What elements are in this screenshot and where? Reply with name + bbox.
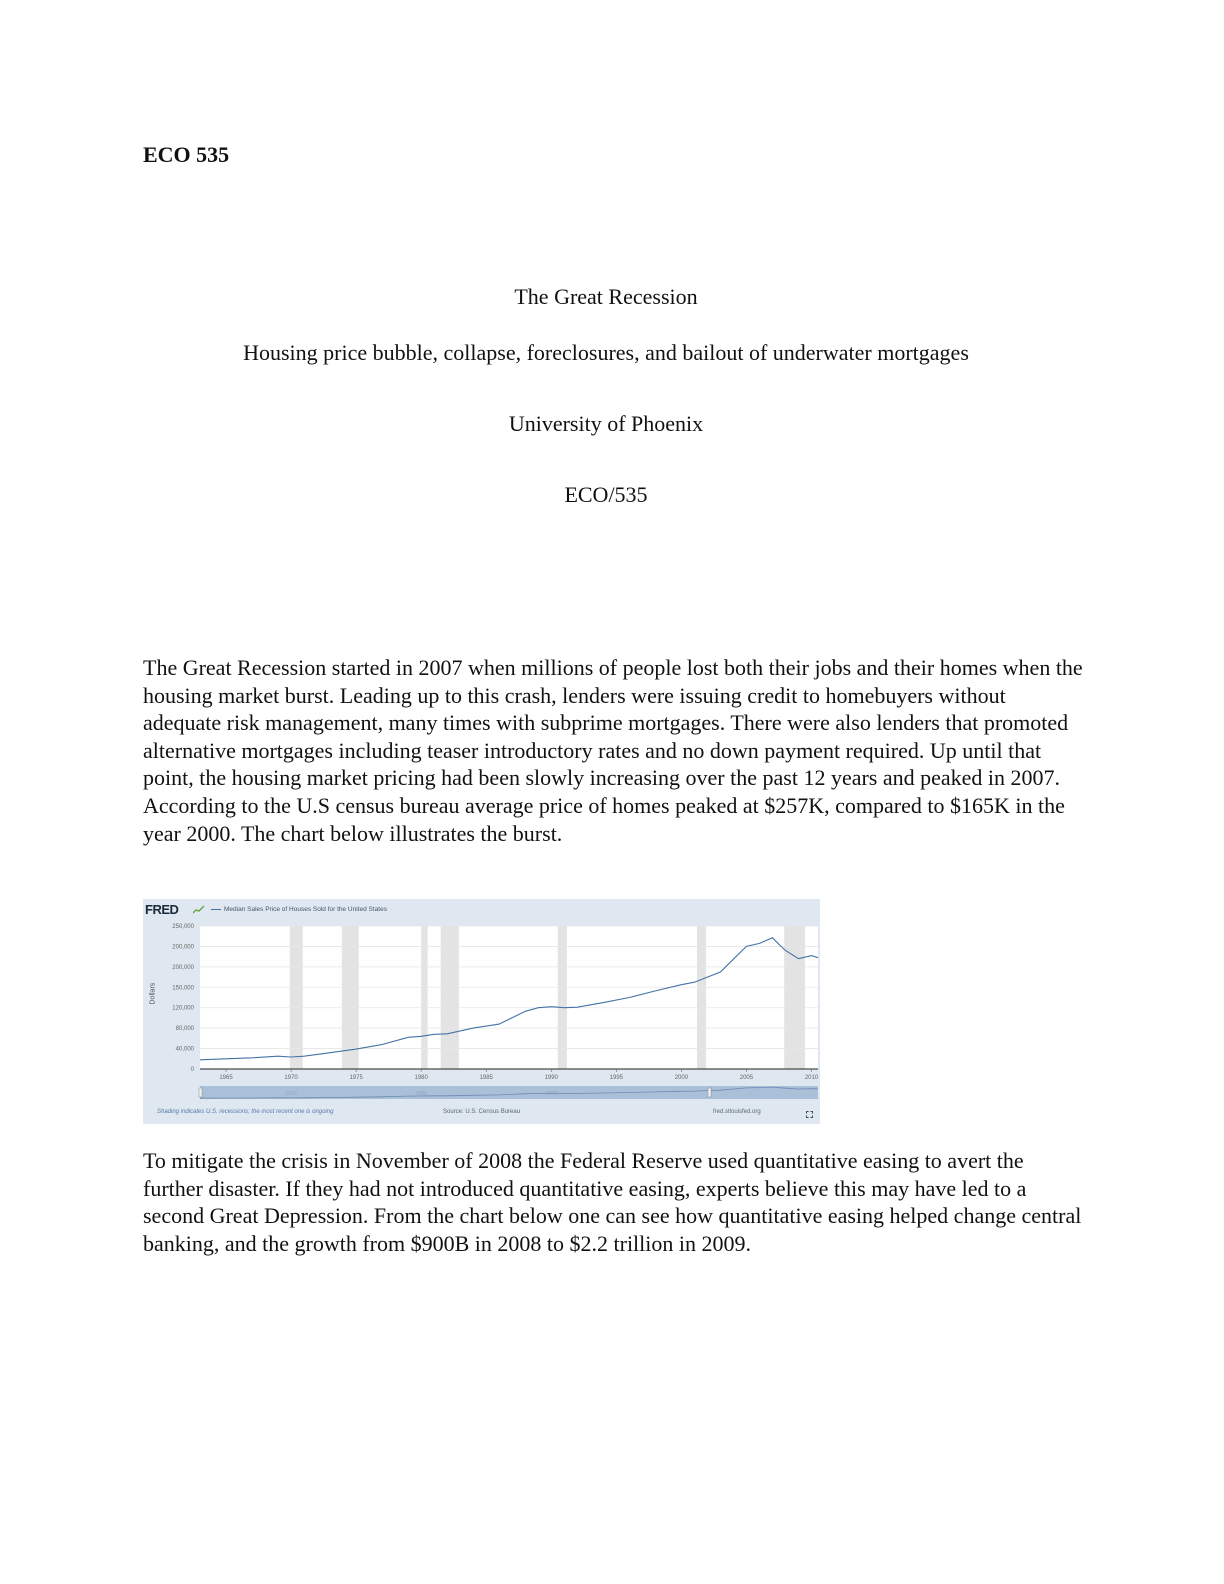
x-tick-label-6: 1995 [609,1075,624,1081]
y-tick-label-0: 250,000 [172,924,194,930]
y-tick-label-2: 200,000 [172,964,194,971]
paper-subtitle: Housing price bubble, collapse, foreclosures, and bailout of underwater mortgages [243,340,969,365]
body-paragraph-2: To mitigate the crisis in November of 2008 the Federal Reserve used quantitative easing to avert the further disaster. If they had not introduced quantitative easing, experts believe this may have led to a second Great Depression. From the chart below one can see how quantitative easing helped change central banking, and the growth from $900B in 2008 to $2.2 trillion in 2009. [143,1148,1082,1256]
y-tick-label-1: 200,000 [172,944,194,951]
course-code: ECO/535 [564,482,648,507]
x-tick-label-9: 2010 [804,1075,819,1081]
x-tick-label-1: 1970 [284,1075,298,1081]
x-tick-label-7: 2000 [674,1075,689,1081]
paper-title: The Great Recession [514,284,698,309]
y-tick-label-7: 0 [190,1067,194,1073]
source-note: Source: U.S. Census Bureau [443,1109,521,1115]
legend-series-name: Median Sales Price of Houses Sold for the United States [224,906,387,913]
fred-logo: FRED [145,902,179,917]
navigator-label-1: 1980 [415,1091,427,1097]
y-tick-label-3: 150,000 [172,985,194,992]
navigator-handle-right [708,1088,711,1097]
y-tick-label-5: 80,000 [175,1026,194,1033]
recession-band-3 [441,926,459,1069]
plot-area [143,899,820,1109]
y-tick-label-4: 120,000 [172,1005,194,1012]
x-tick-label-0: 1965 [219,1075,233,1081]
recession-band-2 [421,926,428,1069]
navigator-label-0: 1970 [285,1091,297,1097]
recession-band-0 [290,926,303,1069]
x-tick-label-8: 2005 [739,1075,754,1081]
fullscreen-icon[interactable] [806,1111,813,1118]
fred-chart [143,899,820,1124]
y-axis-label: Dollars [149,982,157,1005]
recession-band-5 [697,926,706,1069]
x-tick-label-3: 1980 [414,1075,428,1081]
navigator-label-2: 1990 [545,1091,557,1097]
y-tick-label-6: 40,000 [175,1046,194,1053]
recession-shading-note: Shading indicates U.S. recessions; the most recent one is ongoing [157,1109,334,1115]
recession-band-1 [342,926,359,1069]
recession-band-6 [784,926,805,1069]
fred-url: fred.stlouisfed.org [713,1109,761,1115]
x-tick-label-5: 1990 [544,1075,558,1081]
x-tick-label-2: 1975 [349,1075,363,1081]
course-header: ECO 535 [143,142,230,167]
institution-name: University of Phoenix [508,411,704,436]
recession-band-4 [558,926,567,1069]
body-paragraph-1: The Great Recession started in 2007 when millions of people lost both their jobs and their homes when the housing market burst. Leading up to this crash, lenders were issuing credit to homebuyers without adequate risk management, many times with subprime mortgages. There were also lenders that promoted alternative mortgages including teaser introductory rates and no down payment required. Up until that point, the housing market pricing had been slowly increasing over the past 12 years and peaked in 2007. According to the U.S census bureau average price of homes peaked at $257K, compared to $165K in the year 2000. The chart below illustrates the burst. [143,655,1083,846]
navigator-handle-left [199,1088,202,1097]
x-tick-label-4: 1985 [479,1075,493,1081]
